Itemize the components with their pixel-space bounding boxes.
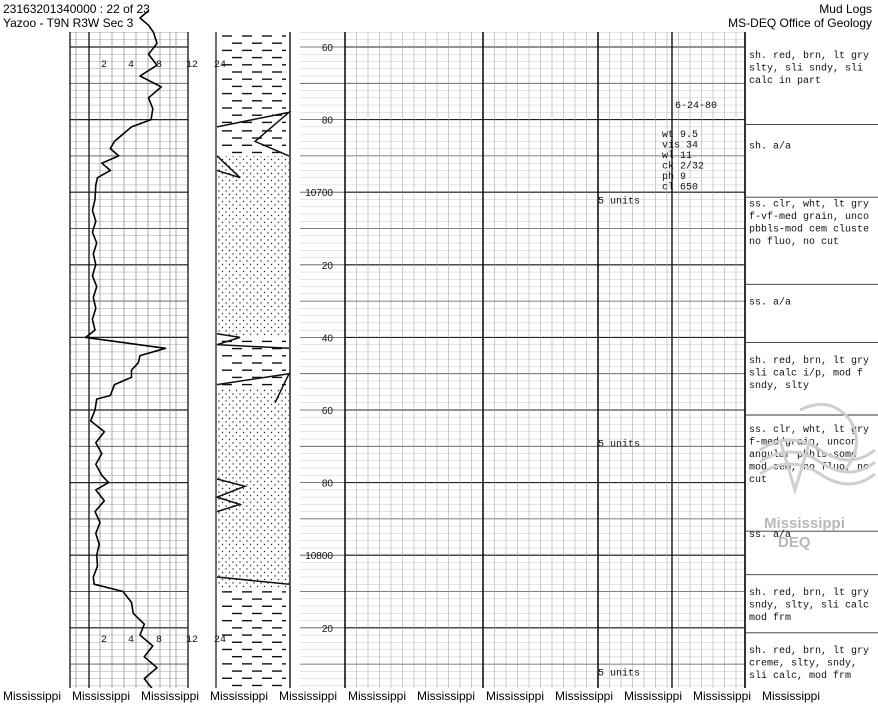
- document-category: Mud Logs: [819, 2, 872, 16]
- lithology-column: [217, 36, 289, 685]
- mud-property: vis 34: [662, 140, 699, 152]
- lithology-description: sh. a/a: [749, 141, 792, 153]
- gas-units-label: 5 units: [598, 439, 641, 451]
- footer-label: Mississippi: [693, 689, 752, 703]
- sand-interval: [217, 156, 289, 338]
- gas-units-label: 5 units: [598, 668, 641, 680]
- scale-tick-label: 2: [101, 635, 108, 646]
- footer-label: Mississippi: [3, 689, 62, 703]
- mud-property: cl 650: [662, 182, 699, 194]
- footer-label: Mississippi: [555, 689, 614, 703]
- date-note: 6-24-80: [675, 101, 718, 112]
- scale-tick-label: 24: [214, 635, 227, 646]
- footer-strip: [0, 688, 878, 705]
- lithology-description: sndy, slty: [749, 380, 810, 392]
- scale-tick-label: 8: [156, 60, 163, 71]
- lithology-description: mod frm: [749, 613, 792, 625]
- scale-tick-label: 8: [156, 635, 163, 646]
- sand-interval: [217, 388, 289, 588]
- lithology-description: creme, slty, sndy,: [749, 658, 858, 670]
- lithology-description: ss. a/a: [749, 297, 792, 309]
- mud-property: wl 11: [662, 151, 693, 162]
- scale-tick-label: 4: [128, 60, 135, 71]
- lithology-description: ss. clr, wht, lt gry: [749, 424, 870, 436]
- depth-label: 20: [321, 623, 333, 635]
- footer-label: Mississippi: [486, 689, 545, 703]
- lithology-description: calc in part: [749, 75, 822, 87]
- deq-watermark: [750, 400, 878, 560]
- scale-tick-label: 2: [101, 60, 108, 71]
- lithology-boundary: [217, 112, 289, 156]
- watermark-line-2: DEQ: [778, 534, 811, 551]
- lithology-description: ss. a/a: [749, 530, 792, 542]
- lithology-description: sh. red, brn, lt gry: [749, 50, 870, 62]
- lithology-description: sndy, slty, sli calc: [749, 600, 870, 612]
- depth-label: 20: [321, 260, 333, 272]
- footer-label: Mississippi: [279, 689, 338, 703]
- lithology-description: sh. red, brn, lt gry: [749, 588, 870, 600]
- scale-tick-label: 12: [186, 60, 199, 71]
- footer-label: Mississippi: [210, 689, 269, 703]
- lithology-description: mod cem, no fluo, no: [749, 462, 870, 474]
- depth-label: 80: [321, 478, 333, 490]
- footer-label: Mississippi: [72, 689, 131, 703]
- watermark-line-1: Mississippi: [764, 515, 845, 532]
- lithology-description: ss. clr, wht, lt gry: [749, 199, 870, 211]
- lithology-description: angular pbbls-some: [749, 449, 858, 461]
- depth-label: 10700: [305, 188, 333, 200]
- lithology-description: sli calc, mod frm: [749, 671, 852, 683]
- scale-tick-label: 12: [186, 635, 199, 646]
- footer-label: Mississippi: [762, 689, 821, 703]
- lithology-description: cut: [749, 474, 768, 486]
- lithology-description: sh. red, brn, lt gry: [749, 355, 870, 367]
- lithology-description: no fluo, no cut: [749, 237, 840, 249]
- depth-label: 60: [321, 406, 333, 417]
- well-location: Yazoo - T9N R3W Sec 3: [3, 16, 134, 30]
- depth-label: 40: [321, 333, 333, 345]
- agency-name: MS-DEQ Office of Geology: [728, 16, 872, 30]
- mud-property: ck 2/32: [662, 161, 705, 173]
- lithology-description: slty, sli sndy, sli: [749, 63, 864, 75]
- depth-label: 10800: [305, 551, 333, 563]
- shale-interval: [222, 36, 286, 122]
- depth-label: 80: [321, 115, 333, 127]
- lithology-description: pbbls-mod cem cluste: [749, 224, 870, 236]
- depth-label: 60: [321, 43, 333, 54]
- footer-label: Mississippi: [141, 689, 200, 703]
- mud-property: wt 9.5: [662, 130, 699, 141]
- lithology-description: sli calc i/p, mod f: [749, 368, 864, 380]
- footer-label: Mississippi: [348, 689, 407, 703]
- mud-property: ph 9: [662, 172, 687, 183]
- scale-tick-label: 24: [214, 60, 227, 71]
- footer-label: Mississippi: [417, 689, 476, 703]
- lithology-description: sh. red, brn, lt gry: [749, 646, 870, 658]
- document-id: 23163201340000 : 22 of 23: [3, 2, 150, 16]
- gas-units-label: 5 units: [598, 196, 641, 208]
- lithology-description: f-vf-med grain, unco: [749, 212, 870, 224]
- lithology-description: f-med/grain, uncon: [749, 437, 858, 449]
- footer-label: Mississippi: [624, 689, 683, 703]
- deq-logo-icon: [750, 400, 878, 500]
- shale-interval: [222, 592, 286, 686]
- scale-tick-label: 4: [128, 635, 135, 646]
